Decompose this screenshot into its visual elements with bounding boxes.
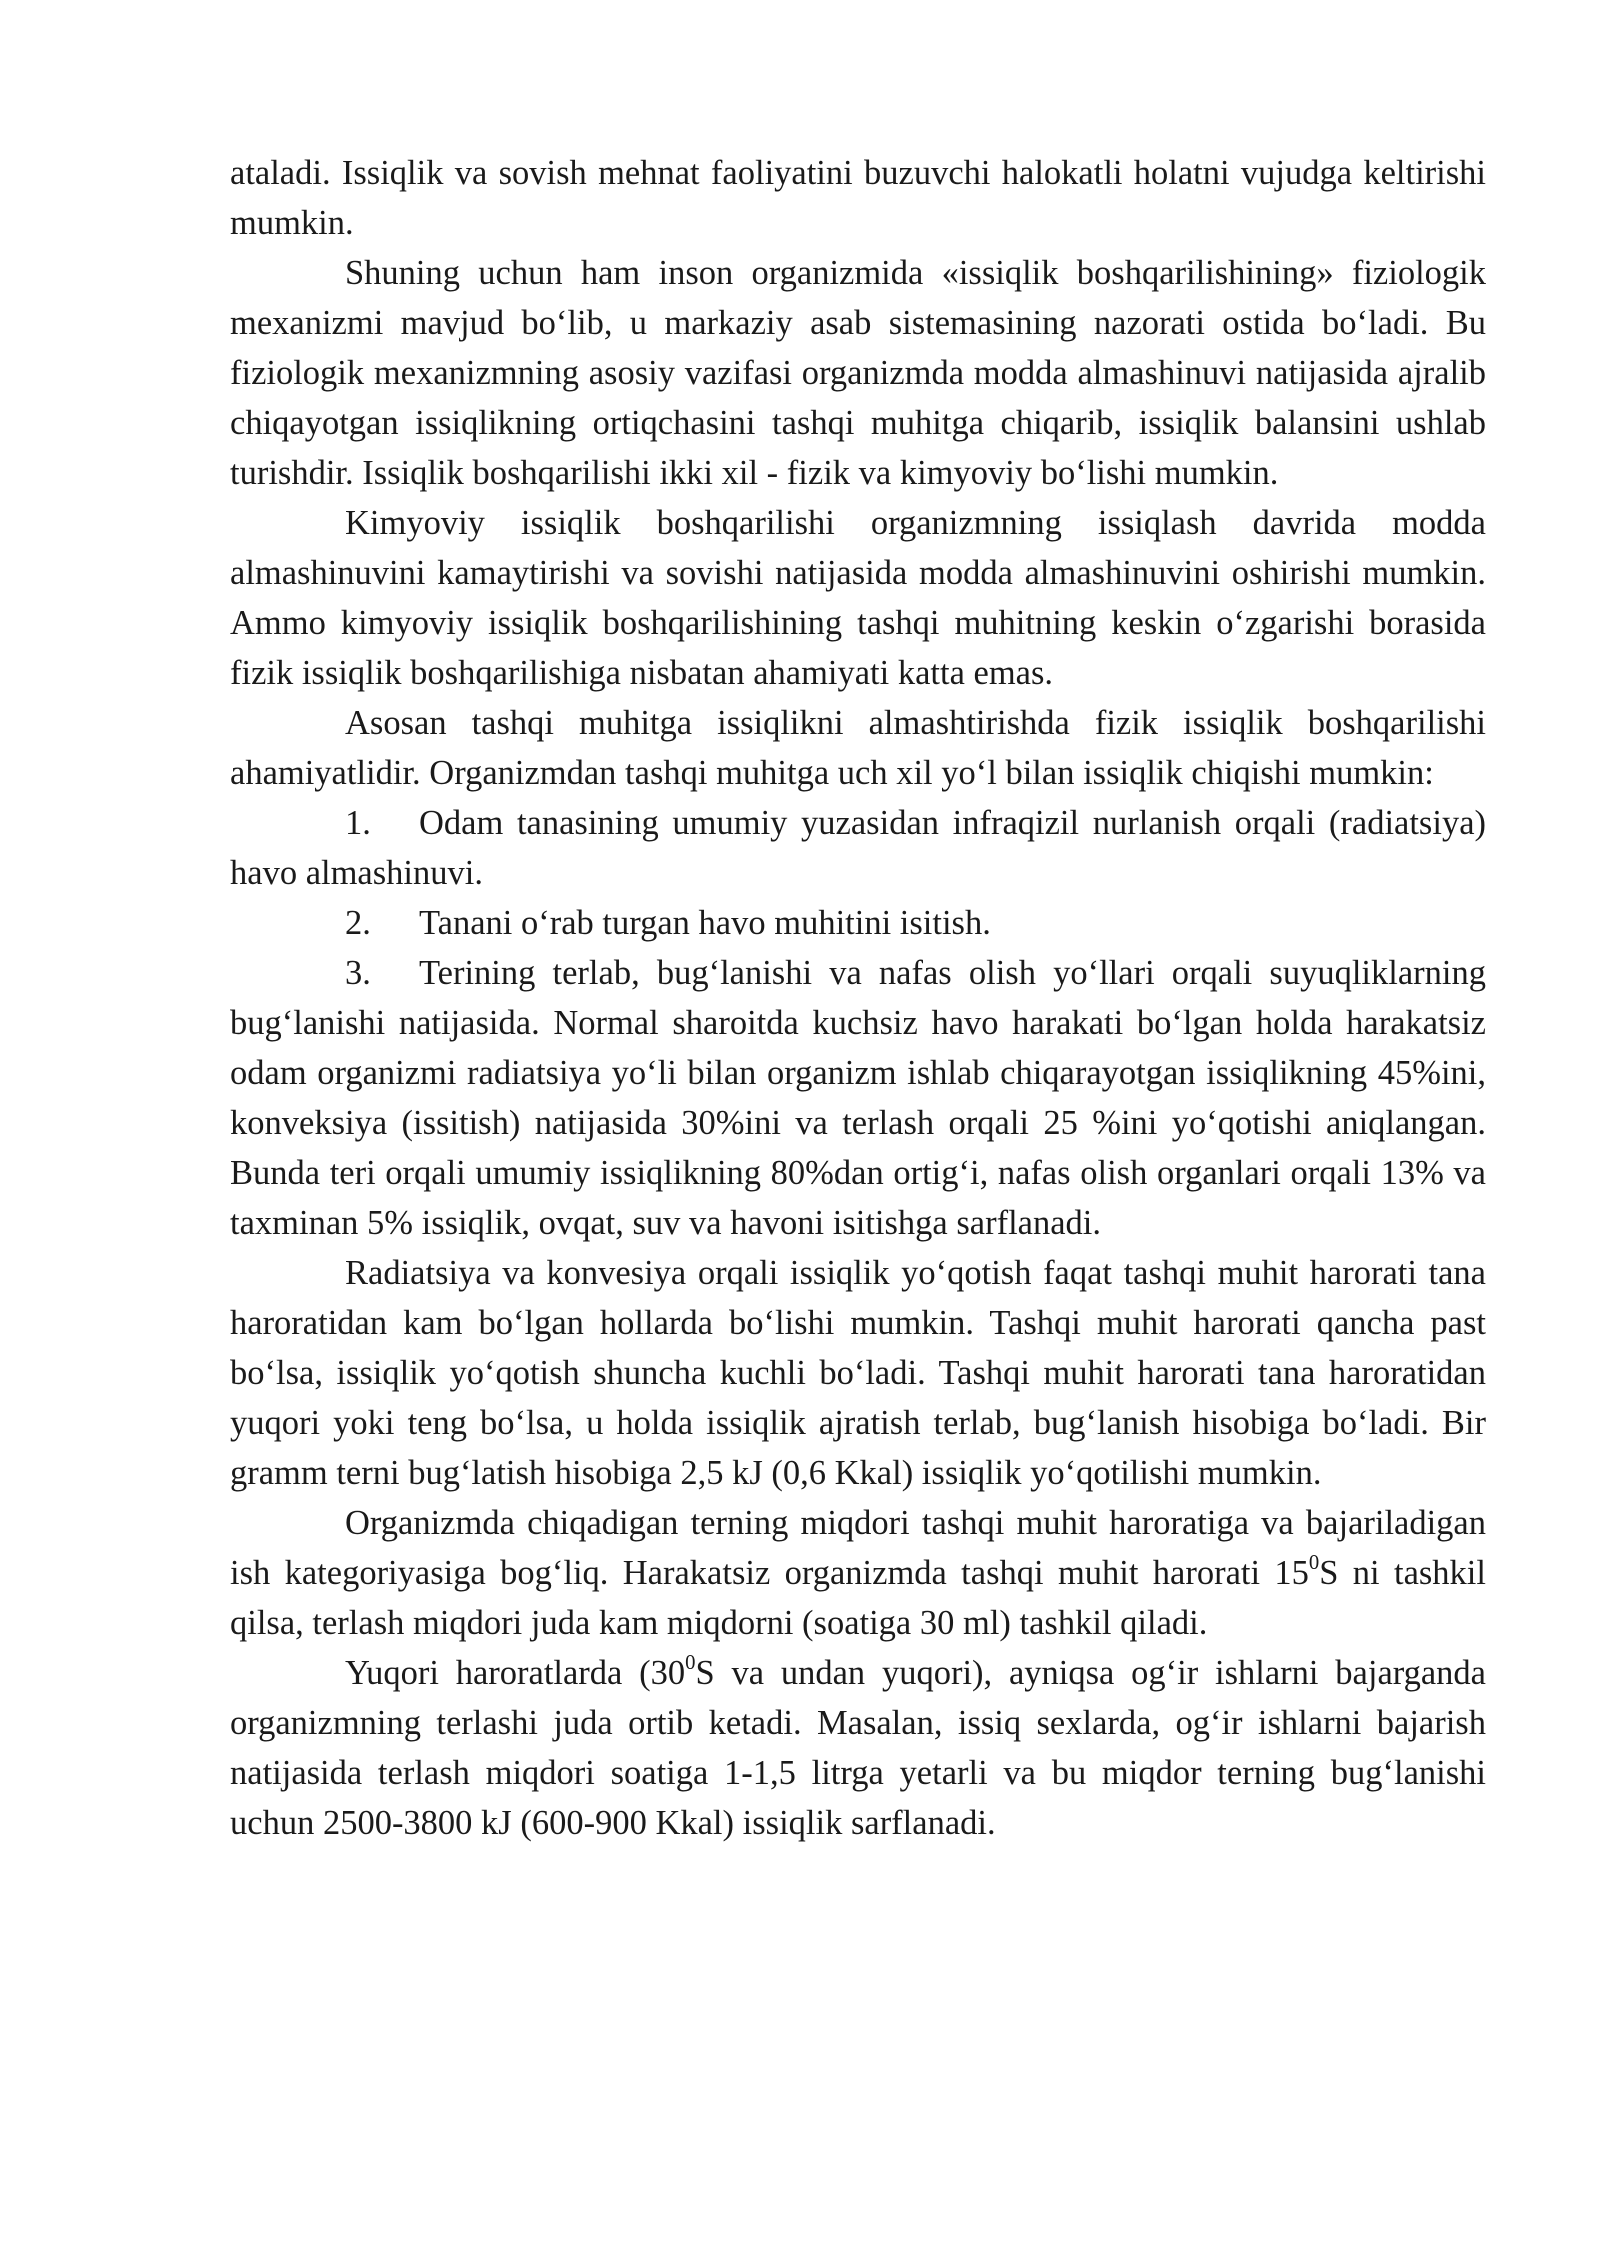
list-item-number: 1. [345, 804, 371, 842]
paragraph-chemical-regulation: Kimyoviy issiqlik boshqarilishi organizmning issiqlash davrida modda almashinuvini kamaytirishi va sovishi natijasida modda almashinuvini oshirishi mumkin. Ammo kimyoviy issiqlik boshqarilishining tashqi muhitning keskin oʻzgarishi borasida fizik issiqlik boshqarilishiga nisbatan ahamiyati katta emas. [230, 504, 1486, 692]
superscript: 0 [685, 1652, 696, 1675]
text-run: Organizmda chiqadigan terning miqdori tashqi muhit haroratiga va bajariladigan ish kategoriyasiga bogʻliq. Harakatsiz organizmda tashqi muhit harorati 15 [230, 1504, 1486, 1592]
list-item-text: Odam tanasining umumiy yuzasidan infraqizil nurlanish orqali (radiatsiya) havo almashinuvi. [230, 804, 1486, 892]
list-item [230, 948, 1486, 1248]
text-run: S ni tashkil qilsa, terlash miqdori juda kam miqdorni (soatiga 30 ml) tashkil qiladi. [230, 1554, 1486, 1642]
list-item [230, 798, 1486, 898]
paragraph-continuation: ataladi. Issiqlik va sovish mehnat faoliyatini buzuvchi halokatli holatni vujudga keltirishi mumkin. [230, 154, 1486, 242]
paragraph-thermoregulation: Shuning uchun ham inson organizmida «issiqlik boshqarilishining» fiziologik mexanizmi mavjud boʻlib, u markaziy asab sistemasining nazorati ostida boʻladi. Bu fiziologik mexanizmning asosiy vazifasi organizmda modda almashinuvi natijasida ajralib chiqayotgan issiqlikning ortiqchasini tashqi muhitga chiqarib, issiqlik balansini ushlab turishdir. Issiqlik boshqarilishi ikki xil - fizik va kimyoviy boʻlishi mumkin. [230, 254, 1486, 492]
superscript: 0 [1308, 1552, 1320, 1575]
list-item-text: Tanani oʻrab turgan havo muhitini isitish. [419, 904, 991, 942]
paragraph-high-temperature [230, 1648, 1486, 1848]
text-run: Yuqori haroratlarda (30 [345, 1654, 686, 1692]
document-page [230, 148, 1486, 1848]
list-item [230, 898, 1486, 948]
paragraph-sweat-amount [230, 1498, 1486, 1648]
list-item-number: 3. [345, 954, 371, 992]
list-item-number: 2. [345, 904, 371, 942]
list-item-text: Terining terlab, bugʻlanishi va nafas olish yoʻllari orqali suyuqliklarning bugʻlanishi natijasida. Normal sharoitda kuchsiz havo harakati boʻlgan holda harakatsiz odam organizmi radiatsiya yoʻli bilan organizm ishlab chiqarayotgan issiqlikning 45%ini, konveksiya (issitish) natijasida 30%ini va terlash orqali 25 %ini yoʻqotishi aniqlangan. Bunda teri orqali umumiy issiqlikning 80%dan ortigʻi, nafas olish organlari orqali 13% va taxminan 5% issiqlik, ovqat, suv va havoni isitishga sarflanadi. [230, 954, 1486, 1242]
paragraph-physical-regulation: Asosan tashqi muhitga issiqlikni almashtirishda fizik issiqlik boshqarilishi ahamiyatlidir. Organizmdan tashqi muhitga uch xil yoʻl bilan issiqlik chiqishi mumkin: [230, 704, 1486, 792]
text-run: S va undan yuqori), ayniqsa ogʻir ishlarni bajarganda organizmning terlashi juda ortib ketadi. Masalan, issiq sexlarda, ogʻir ishlarni bajarish natijasida terlash miqdori soatiga 1-1,5 litrga yetarli va bu miqdor terning bugʻlanishi uchun 2500-3800 kJ (600-900 Kkal) issiqlik sarflanadi. [230, 1654, 1486, 1842]
paragraph-radiation-convection: Radiatsiya va konvesiya orqali issiqlik yoʻqotish faqat tashqi muhit harorati tana haroratidan kam boʻlgan hollarda boʻlishi mumkin. Tashqi muhit harorati qancha past boʻlsa, issiqlik yoʻqotish shuncha kuchli boʻladi. Tashqi muhit harorati tana haroratidan yuqori yoki teng boʻlsa, u holda issiqlik ajratish terlab, bugʻlanish hisobiga boʻladi. Bir gramm terni bugʻlatish hisobiga 2,5 kJ (0,6 Kkal) issiqlik yoʻqotilishi mumkin. [230, 1254, 1486, 1492]
